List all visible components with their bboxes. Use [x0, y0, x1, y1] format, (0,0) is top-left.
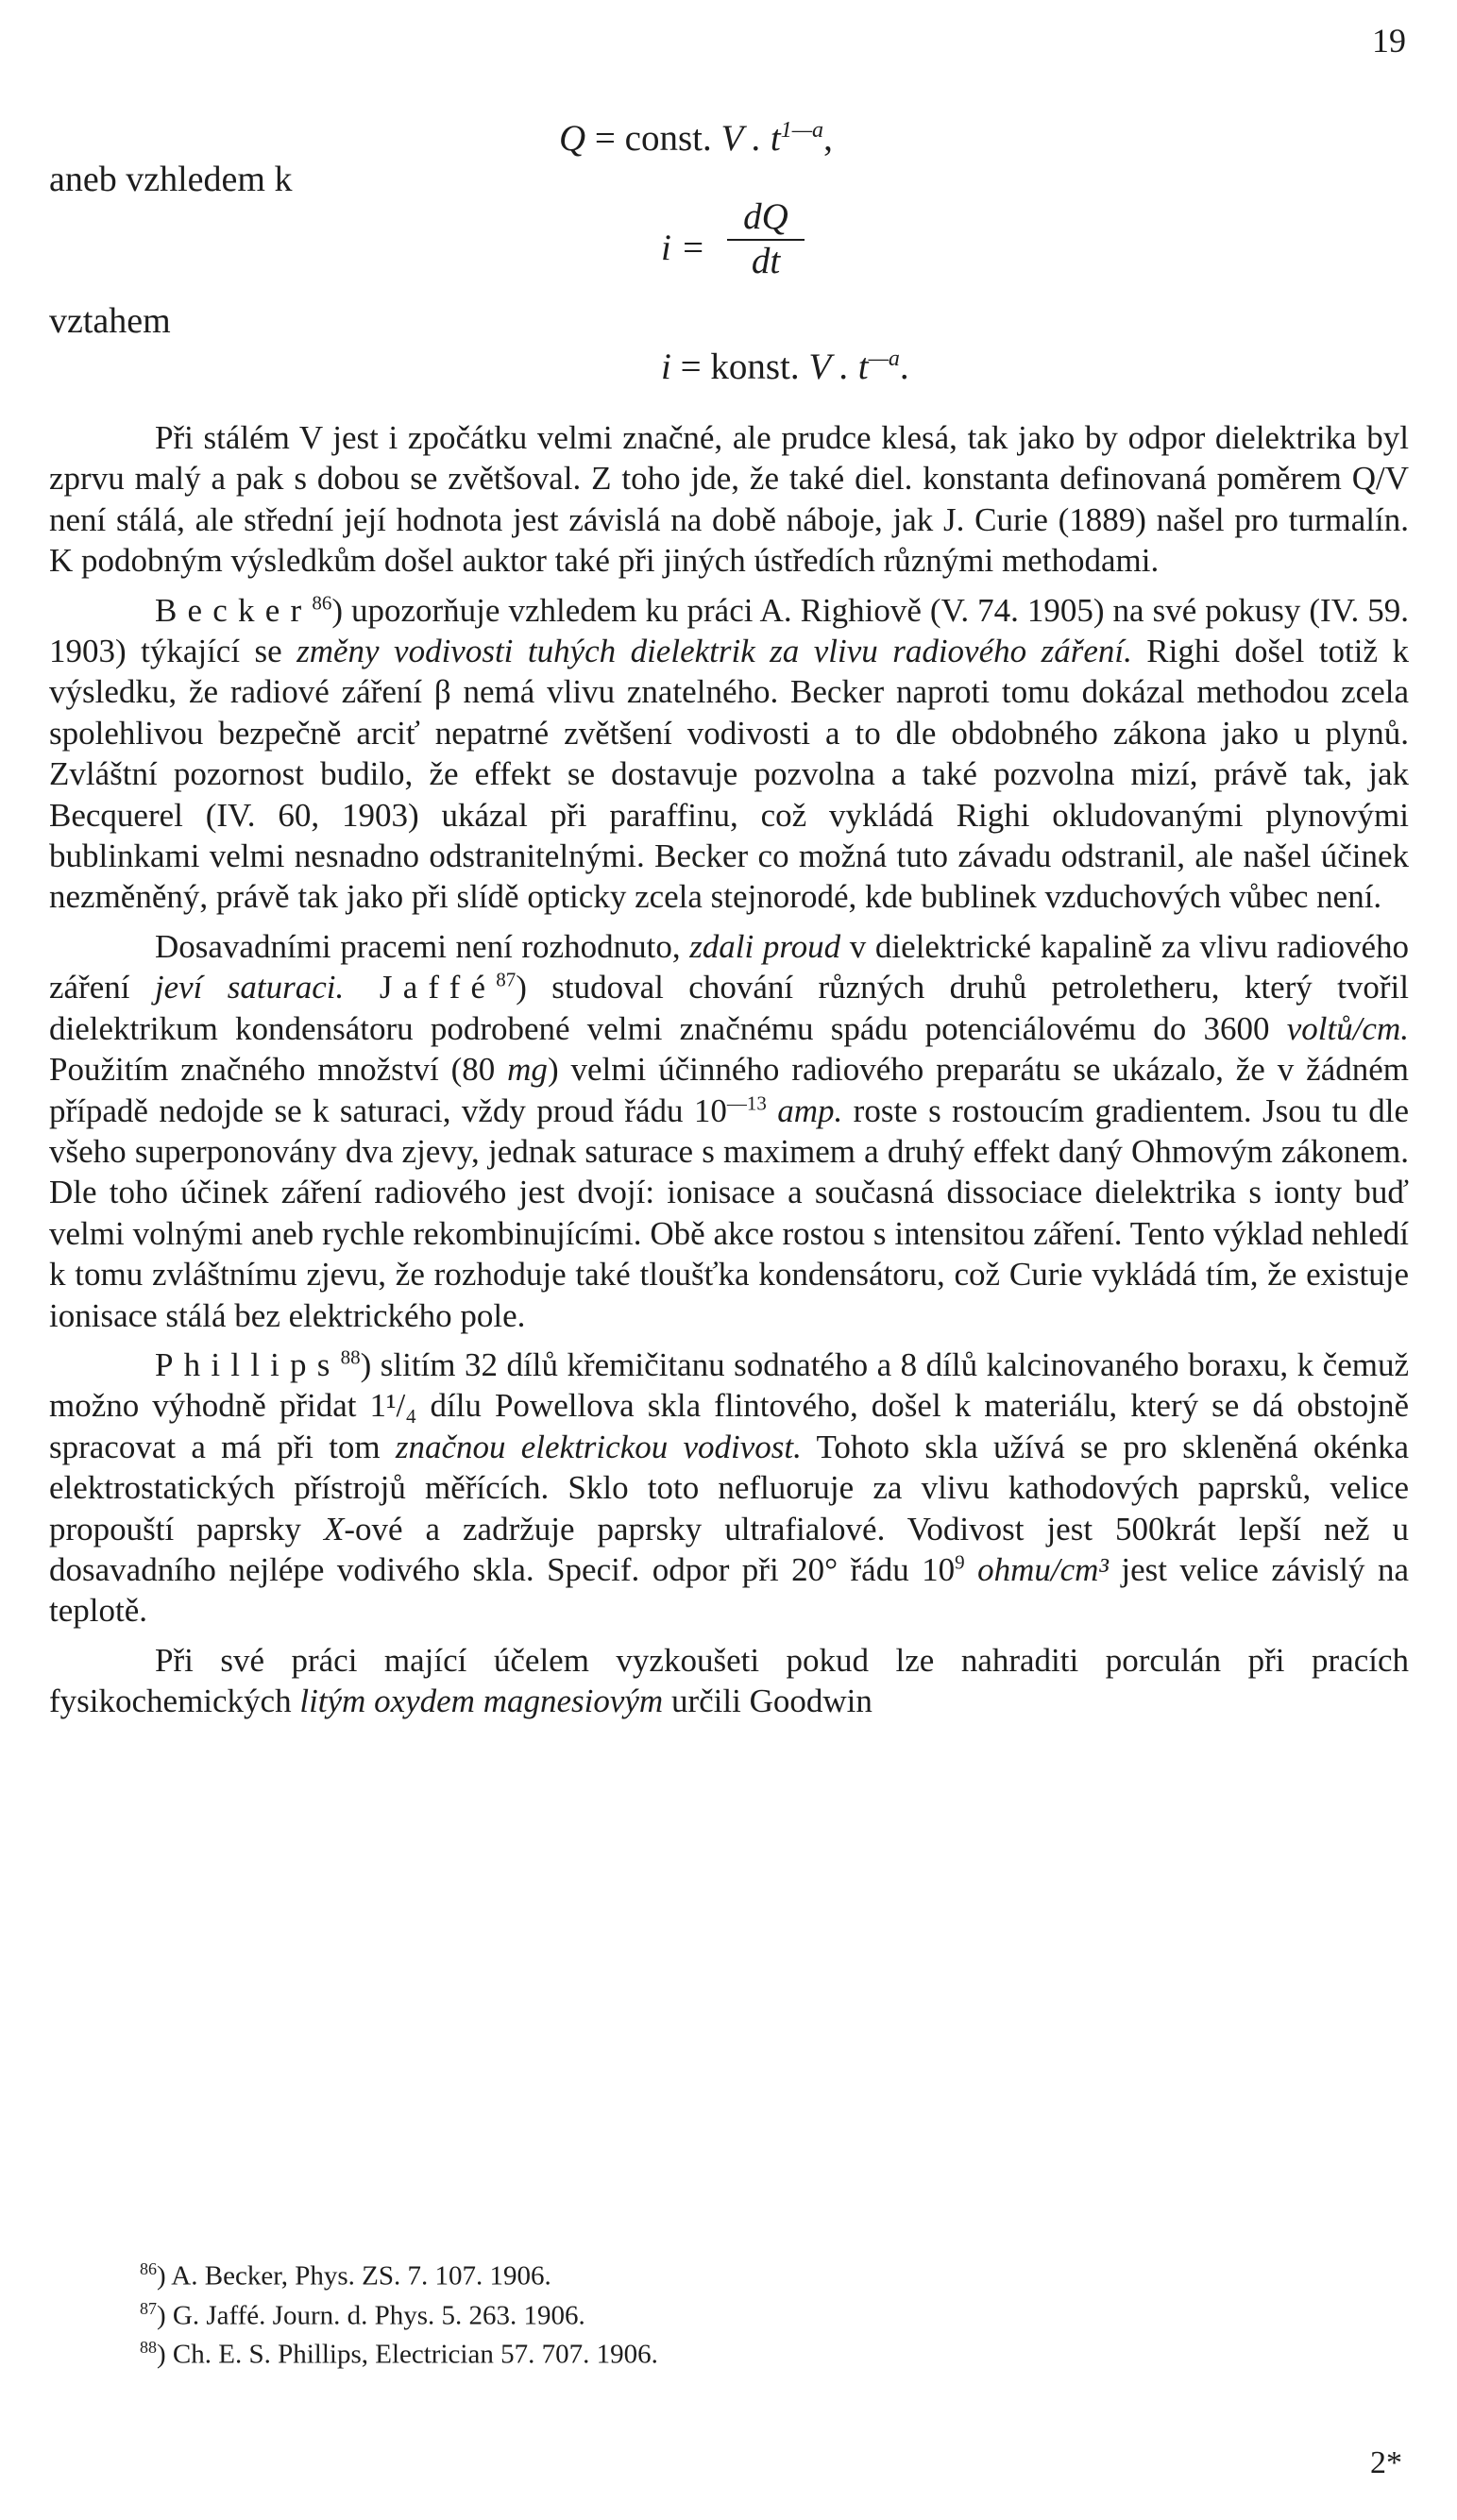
formula-2-lhs: i = — [661, 228, 705, 268]
paragraph-5: Při své práci mající účelem vyzkoušeti pokud lze nahraditi porculán při pracích fysikochemických litým oxydem magnesiovým určili Goodwin — [49, 1641, 1409, 1720]
formula-3: i = konst. V . $t^{—a}$. — [661, 347, 909, 387]
formula-lead-1: aneb vzhledem k — [49, 160, 293, 199]
formula-2-fraction — [727, 198, 805, 281]
fraction-numerator: dQ — [727, 198, 805, 241]
formula-lead-3: vztahem — [49, 301, 171, 341]
paragraph-4: Phillips$^{88}$) slitím 32 dílů křemičitanu sodnatého a 8 dílů kalcinovaného boraxu, k čemuž možno výhodně přidat 1¹/₄ dílu Powellova skla flintového, došel k materiálu, který se dá obstojně spracovat a má při tom značnou elektrickou vodivost. Tohoto skla užívá se pro skleněná okénka elektrostatických přístrojů měřících. Sklo toto nefluoruje za vlivu kathodových paprsků, velice propouští paprsky X-ové a zadržuje paprsky ultrafialové. Vodivost jest 500krát lepší než u dosavadního nejlépe vodivého skla. Specif. odpor při 20° řádu $10^9$ ohmu/cm³ jest velice závislý na teplotě. — [49, 1345, 1409, 1630]
footnote: $^{86}$) A. Becker, Phys. ZS. 7. 107. 1906. — [140, 2259, 551, 2292]
body-text — [49, 417, 1409, 1731]
footnote: $^{87}$) G. Jaffé. Journ. d. Phys. 5. 263. 1906. — [140, 2298, 585, 2331]
paragraph-3: Dosavadními pracemi není rozhodnuto, zdali proud v dielektrické kapalině za vlivu radiového záření jeví saturaci. Jaffé$^{87}$) studoval chování různých druhů petroletheru, který tvořil dielektrikum kondensátoru podrobené velmi značnému spádu potenciálovému do 3600 voltů/cm. Použitím značného množství (80 mg) velmi účinného radiového preparátu se ukázalo, že v žádném případě nedojde se k saturaci, vždy proud řádu $10^{—13}$ amp. roste s rostoucím gradientem. Jsou tu dle všeho superponovány dva zjevy, jednak saturace s maximem a druhý effekt daný Ohmovým zákonem. Dle toho účinek záření radiového jest dvojí: ionisace a současná dissociace dielektrika s ionty buď velmi volnými aneb rychle rekombinujícími. Obě akce rostou s intensitou záření. Tento výklad nehledí k tomu zvláštnímu zjevu, že rozhoduje také tloušťka kondensátoru, což Curie vykládá tím, že existuje ionisace stálá bez elektrického pole. — [49, 927, 1410, 1334]
fraction-denominator: dt — [751, 240, 781, 281]
footnotes — [140, 2253, 658, 2371]
page-number: 19 — [1372, 22, 1406, 59]
paragraph-2: Becker$^{86}$) upozorňuje vzhledem ku práci A. Righiově (V. 74. 1905) na své pokusy (IV. 59. 1903) týkající se změny vodivosti tuhých dielektrik za vlivu radiového záření. Righi došel totiž k výsledku, že radiové záření β nemá vlivu znatelného. Becker naproti tomu dokázal methodou zcela spolehlivou bezpečně arciť nepatrné zvětšení vodivosti a to dle obdobného zákona jako u plynů. Zvláštní pozornost budilo, že effekt se dostavuje pozvolna a také pozvolna mizí, právě tak, jak Becquerel (IV. 60, 1903) ukázal při paraffinu, což vykládá Righi okludovanými plynovými bublinkami velmi nesnadno odstranitelnými. Becker co možná tuto závadu odstranil, ale našel účinek nezměněný, právě tak jako při slídě opticky zcela stejnorodé, kde bublinek vzduchových vůbec není. — [49, 590, 1409, 916]
paragraph-1: Při stálém V jest i zpočátku velmi značné, ale prudce klesá, tak jako by odpor dielektrika byl zprvu malý a pak s dobou se zvětšoval. Z toho jde, že také diel. konstanta definovaná poměrem Q/V není stálá, ale střední její hodnota jest závislá na době náboje, jak J. Curie (1889) našel pro turmalín. K podobným výsledkům došel auktor také při jiných ústředích různými methodami. — [49, 419, 1409, 580]
footnote: $^{88}$) Ch. E. S. Phillips, Electrician 57. 707. 1906. — [140, 2338, 658, 2370]
formula-1: Q = const. V . $t^{1—a}$, — [559, 118, 833, 159]
signature-mark: 2* — [1370, 2445, 1402, 2480]
